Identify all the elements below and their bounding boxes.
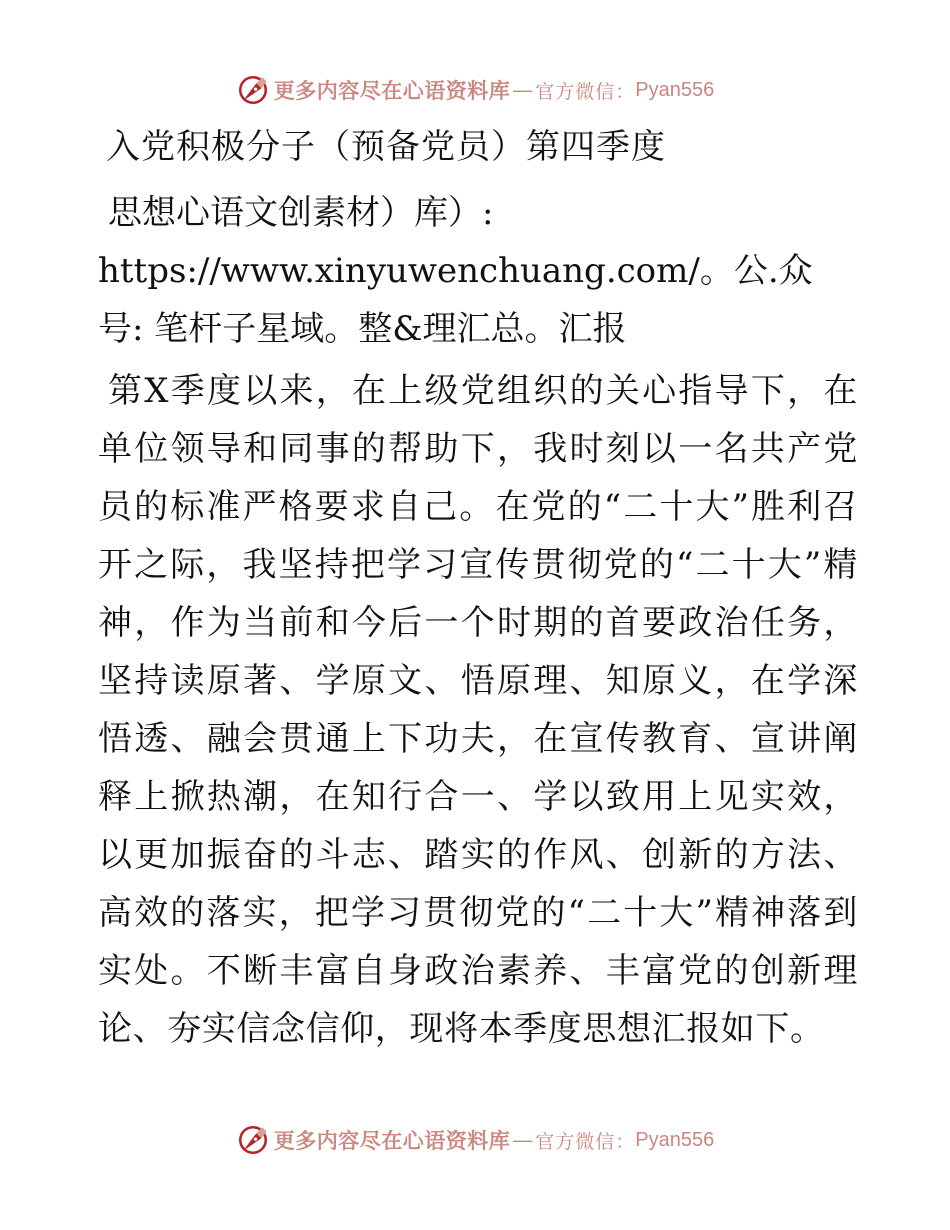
pen-nib-logo-icon — [236, 73, 270, 107]
wechat-label: 官方微信： — [535, 80, 636, 103]
banner-dash: — — [512, 1128, 534, 1152]
header-watermark-banner — [0, 70, 950, 110]
wechat-id: Pyan556 — [635, 1128, 715, 1151]
pen-nib-logo-icon — [236, 1123, 270, 1157]
banner-text: 更多内容尽在心语资料库 — [273, 78, 511, 103]
body-paragraph: 第X季度以来，在上级党组织的关心指导下，在单位领导和同事的帮助下，我时刻以一名共产党员的标准严格要求自己。在党的“二十大”胜利召开之际，我坚持把学习宣传贯彻党的“二十大”精神，作为当前和今后一个时期的首要政治任务，坚持读原著、学原文、悟原理、知原义，在学深悟透、融会贯通上下功夫，在宣传教育、宣讲阐释上掀热潮，在知行合一、学以致用上见实效，以更加振奋的斗志、踏实的作风、创新的方法、高效的落实，把学习贯彻党的“二十大”精神落到实处。不断丰富自身政治素养、丰富党的创新理论、夯实信念信仰，现将本季度思想汇报如下。 — [98, 371, 858, 1049]
intro-paragraph: 思想心语文创素材）库）: https://www.xinyuwenchuang.com/。公.众号: 笔杆子星域。整&理汇总。汇报 — [98, 193, 813, 349]
wechat-label: 官方微信： — [535, 1130, 636, 1153]
banner-dash: — — [512, 78, 534, 102]
banner-text: 更多内容尽在心语资料库 — [273, 1128, 511, 1153]
document-title: 入党积极分子（预备党员）第四季度 — [106, 127, 666, 167]
footer-watermark-banner — [0, 1120, 950, 1160]
wechat-id: Pyan556 — [635, 78, 715, 101]
document-content — [98, 118, 858, 1058]
